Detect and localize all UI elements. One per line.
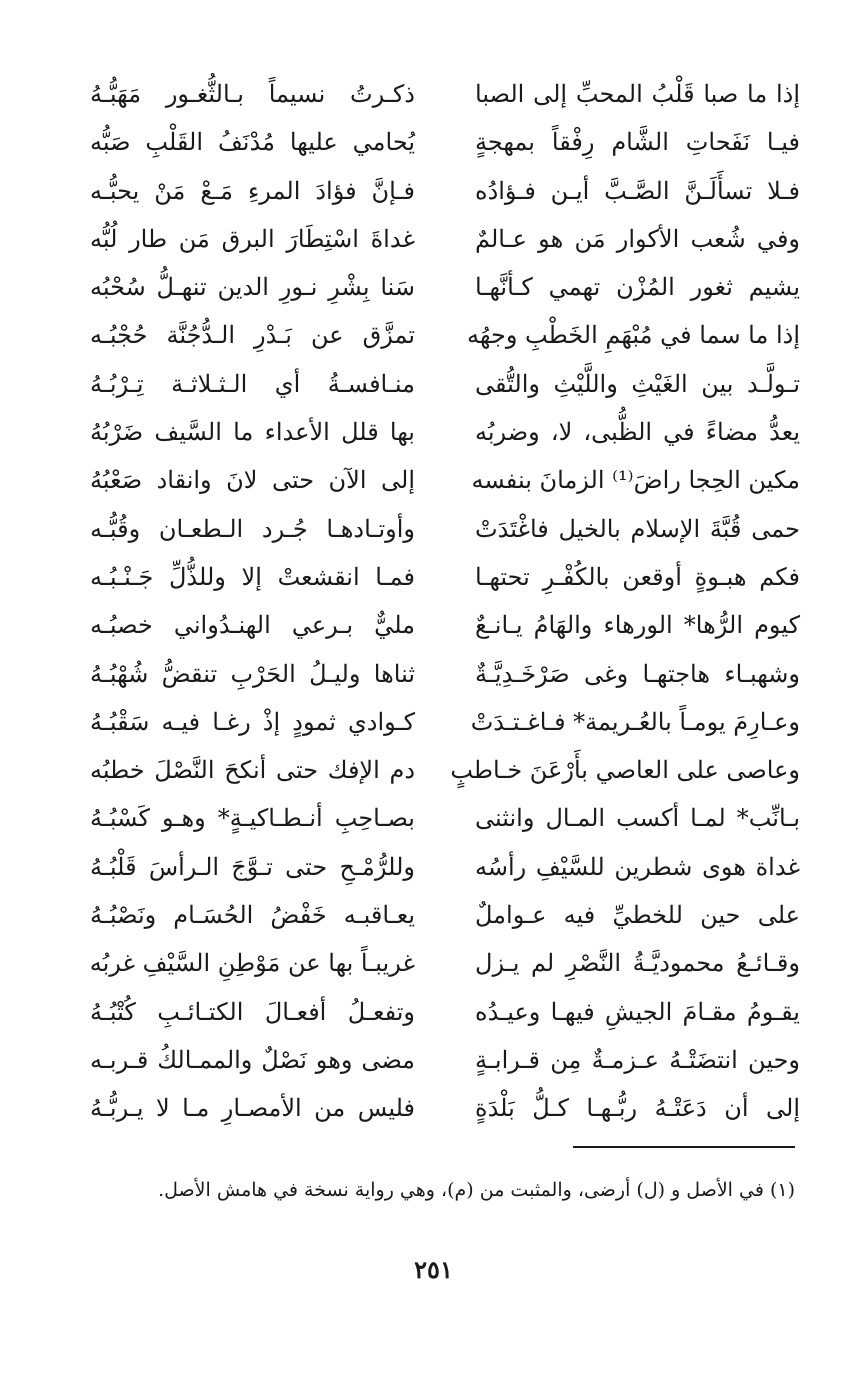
verse-line [90,798,800,846]
second-hemistich: كـوادي ثمودٍ إذْ رغـا فيـه سَقْبُـهُ [90,707,415,736]
second-hemistich: إلى الآن حتى لانَ وانقاد صَعْبُهُ [90,466,415,495]
second-hemistich: منـافسـةُ أي الـثـلاثـة تِـرْبُـهُ [90,369,415,398]
verse-line [90,219,800,267]
first-hemistich: غداة هوى شطرين للسَّيْفِ رأسُه [475,852,800,881]
verse-line [90,702,800,750]
second-hemistich: دم الإفك حتى أنكحَ النَّصْلَ خطبُه [90,756,415,785]
second-hemistich: فـإنَّ فؤادَ المرءِ مَـعْ مَنْ يحبُّـه [90,176,415,205]
second-hemistich: وتفعـلُ أفعـالَ الكتـائـبِ كُتْبُـهُ [90,997,415,1026]
first-hemistich: مكين الحِجا راضَ⁽¹⁾ الزمانَ بنفسه [471,466,800,495]
second-hemistich: وللرُّمْـحِ حتى تـوَّجَ الـرأسَ قَلْبُـهُ [90,852,415,881]
first-hemistich: إذا ما سما في مُبْهَمِ الخَطْبِ وجهُه [467,321,800,350]
verse-line [90,654,800,702]
second-hemistich: بصـاحِبِ أنـطـاكيـةٍ* وهـو كَسْبُـهُ [90,804,415,833]
verse-line [90,364,800,412]
first-hemistich: وحين انتضَتْـهُ عـزمـةٌ مِن قـرابـةٍ [475,1045,800,1074]
first-hemistich: فيـا نَفَحاتِ الشَّام رِفْقاً بمهجةٍ [475,128,800,157]
verse-line [90,750,800,798]
first-hemistich: وشهبـاء هاجتهـا وغى صَرْخَـدِيَّـةٌ [475,659,800,688]
second-hemistich: فمـا انقشعتْ إلا وللذُّلِّ جَـنْـبُـه [90,562,415,591]
second-hemistich: فليس من الأمصـارِ مـا لا يـربُّـهُ [90,1094,415,1123]
first-hemistich: كيوم الرُّها* الورهاء والهَامُ يـانـعٌ [475,611,800,640]
first-hemistich: إلى أن دَعَتْـهُ ربُّـهـا كـلُّ بَلْدَةٍ [475,1094,800,1123]
verse-line [90,605,800,653]
first-hemistich: حمى قُبَّةَ الإسلام بالخيل فاغْتَدَتْ [475,514,800,543]
second-hemistich: غريبـاً بها عن مَوْطِنِ السَّيْفِ غربُه [89,949,415,978]
footnote: (١) في الأصل و (ل) أرضى، والمثبت من (م)، وهي رواية نسخة في هامش الأصل. [158,1179,795,1201]
page-number: ٢٥١ [414,1255,453,1284]
first-hemistich: وقـائـعُ محموديَّـةُ النَّصْرِ لم يـزل [475,949,800,978]
verse-line [90,74,800,122]
second-hemistich: يعـاقبـه خَفْضُ الحُسَـام ونَصْبُـهُ [90,901,415,930]
second-hemistich: بها قلل الأعداء ما السَّيف ضَرْبُهُ [90,418,415,447]
footnote-divider [573,1146,795,1148]
verse-line [90,943,800,991]
first-hemistich: وفي شُعب الأكوار مَن هو عـالمٌ [475,224,800,253]
verse-line [90,992,800,1040]
first-hemistich: يقـومُ مقـامَ الجيشِ فيهـا وعيـدُه [475,997,800,1026]
first-hemistich: بـانِّب* لمـا أكسب المـال وانثنى [475,804,800,833]
second-hemistich: ثناها وليـلُ الحَرْبِ تنقضُّ شُهْبُـهُ [90,659,415,688]
verse-line [90,847,800,895]
verse-line [90,557,800,605]
poem [90,74,800,1137]
first-hemistich: فـلا تسأَلَـنَّ الصَّـبَّ أيـن فـؤادُه [475,176,800,205]
second-hemistich: يُحامي عليها مُدْنَفُ القَلْبِ صَبُّه [90,128,415,157]
first-hemistich: يعدُّ مضاءً في الظُّبى، لا، وضربُه [475,418,800,447]
verse-line [90,1040,800,1088]
first-hemistich: تـولَّـد بين الغَيْثِ واللَّيْثِ والتُّقى [475,369,800,398]
first-hemistich: فكم هبـوةٍ أوقعن بالكُفْـرِ تحتهـا [475,562,800,591]
first-hemistich: وعاصى على العاصي بأَرْعَنَ خـاطبٍ [450,756,800,785]
verse-line [90,122,800,170]
first-hemistich: على حين للخطيِّ فيه عـواملٌ [475,901,800,930]
second-hemistich: سَنا بِشْرِ نـورِ الدين تنهـلُّ سُحْبُه [90,273,415,302]
verse-line [90,315,800,363]
first-hemistich: وعـارِمَ يومـاً بالعُـريمة* فـاغـتـدَتْ [470,707,800,736]
verse-line [90,267,800,315]
second-hemistich: ذكـرتُ نسيماً بـالثُّغـور مَهَبُّـهُ [90,80,415,108]
verse-line [90,412,800,460]
verse-line [90,895,800,943]
second-hemistich: وأوتـادهـا جُـرد الـطعـان وقُبُّـه [90,514,415,543]
verse-line [90,460,800,508]
second-hemistich: غداةَ اسْتِطَارَ البرق مَن طار لُبُّه [90,224,415,253]
verse-line [90,509,800,557]
second-hemistich: مليٌّ بـرعي الهنـدُواني خصبُـه [90,611,415,640]
first-hemistich: إذا ما صبا قَلْبُ المحبِّ إلى الصبا [475,80,800,108]
verse-line [90,1088,800,1136]
second-hemistich: مضى وهو نَصْلٌ والممـالكُ قـربـه [90,1045,415,1074]
verse-line [90,171,800,219]
second-hemistich: تمزَّق عن بَـدْرِ الـدُّجُنَّة حُجْبُـه [90,321,415,350]
first-hemistich: يشيم ثغور المُزْن تهمي كـأنَّهـا [475,273,800,302]
